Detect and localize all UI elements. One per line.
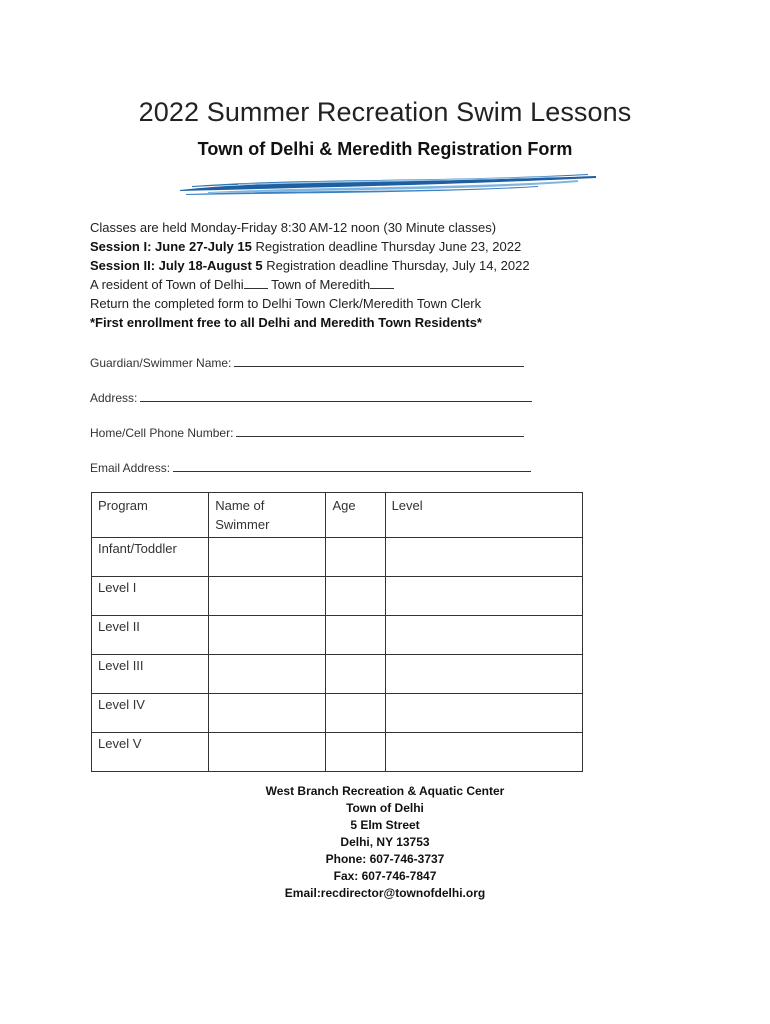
phone-field	[90, 425, 524, 440]
session-info	[90, 218, 690, 332]
program-level-2: Level II	[92, 616, 209, 655]
level-cell[interactable]	[385, 616, 582, 655]
form-subtitle: Town of Delhi & Meredith Registration Form	[197, 139, 573, 159]
phone-input[interactable]	[236, 425, 524, 437]
table-row	[92, 538, 583, 577]
form-title: 2022 Summer Recreation Swim Lessons	[138, 97, 632, 127]
age-cell[interactable]	[326, 655, 385, 694]
phone-label: Home/Cell Phone Number:	[90, 426, 234, 440]
header-swimmer-name: Name of Swimmer	[209, 493, 326, 538]
age-cell[interactable]	[326, 694, 385, 733]
guardian-name-label: Guardian/Swimmer Name:	[90, 356, 232, 370]
water-wave-decoration	[178, 172, 598, 196]
swimmer-name-cell[interactable]	[209, 577, 326, 616]
table-row	[92, 655, 583, 694]
header-age: Age	[326, 493, 385, 538]
return-line: Return the completed form to Delhi Town Clerk/Meredith Town Clerk	[90, 296, 482, 311]
email-label: Email Address:	[90, 461, 171, 475]
program-level-1: Level I	[92, 577, 209, 616]
table-row	[92, 733, 583, 772]
level-cell[interactable]	[385, 577, 582, 616]
table-row	[92, 616, 583, 655]
table-header-row	[92, 493, 583, 538]
email-input[interactable]	[173, 460, 531, 472]
program-level-3: Level III	[92, 655, 209, 694]
age-cell[interactable]	[326, 538, 385, 577]
program-level-5: Level V	[92, 733, 209, 772]
contact-phone: Phone: 607-746-3737	[325, 852, 445, 866]
age-cell[interactable]	[326, 616, 385, 655]
swimmer-name-cell[interactable]	[209, 733, 326, 772]
address-label: Address:	[90, 391, 138, 405]
session2-deadline: Registration deadline Thursday, July 14, 2022	[262, 258, 530, 273]
free-enrollment-text: *First enrollment free to all Delhi and Meredith Town Residents*	[90, 315, 482, 330]
delhi-checkbox-blank[interactable]	[244, 276, 268, 289]
level-cell[interactable]	[385, 694, 582, 733]
guardian-name-input[interactable]	[234, 355, 524, 367]
program-infant-toddler: Infant/Toddler	[92, 538, 209, 577]
classes-line: Classes are held Monday-Friday 8:30 AM-12 noon (30 Minute classes)	[90, 220, 497, 235]
session1-dates: Session I: June 27-July 15	[90, 239, 252, 254]
session2-dates: Session II: July 18-August 5	[90, 258, 263, 273]
contact-town: Town of Delhi	[346, 801, 424, 815]
session2-line	[90, 256, 690, 275]
resident-delhi-label: A resident of Town of Delhi	[90, 277, 244, 292]
age-cell[interactable]	[326, 577, 385, 616]
session1-line	[90, 237, 690, 256]
program-level-4: Level IV	[92, 694, 209, 733]
resident-line	[90, 275, 690, 294]
level-cell[interactable]	[385, 733, 582, 772]
header-level: Level	[385, 493, 582, 538]
session1-deadline: Registration deadline Thursday June 23, 2022	[251, 239, 522, 254]
swimmer-name-cell[interactable]	[209, 694, 326, 733]
header-program: Program	[92, 493, 209, 538]
email-field	[90, 460, 531, 475]
swimmer-name-cell[interactable]	[209, 655, 326, 694]
age-cell[interactable]	[326, 733, 385, 772]
table-row	[92, 577, 583, 616]
contact-center-name: West Branch Recreation & Aquatic Center	[265, 784, 505, 798]
program-table	[91, 492, 583, 772]
guardian-name-field	[90, 355, 524, 370]
contact-city: Delhi, NY 13753	[340, 835, 430, 849]
swimmer-name-cell[interactable]	[209, 538, 326, 577]
contact-email: Email:recdirector@townofdelhi.org	[284, 886, 486, 900]
free-enrollment-line	[90, 313, 690, 332]
resident-meredith-label: Town of Meredith	[267, 277, 371, 292]
contact-street: 5 Elm Street	[350, 818, 420, 832]
level-cell[interactable]	[385, 655, 582, 694]
meredith-checkbox-blank[interactable]	[370, 276, 394, 289]
address-field	[90, 390, 532, 405]
table-row	[92, 694, 583, 733]
address-input[interactable]	[140, 390, 532, 402]
contact-fax: Fax: 607-746-7847	[333, 869, 437, 883]
level-cell[interactable]	[385, 538, 582, 577]
swimmer-name-cell[interactable]	[209, 616, 326, 655]
contact-block	[0, 783, 770, 902]
